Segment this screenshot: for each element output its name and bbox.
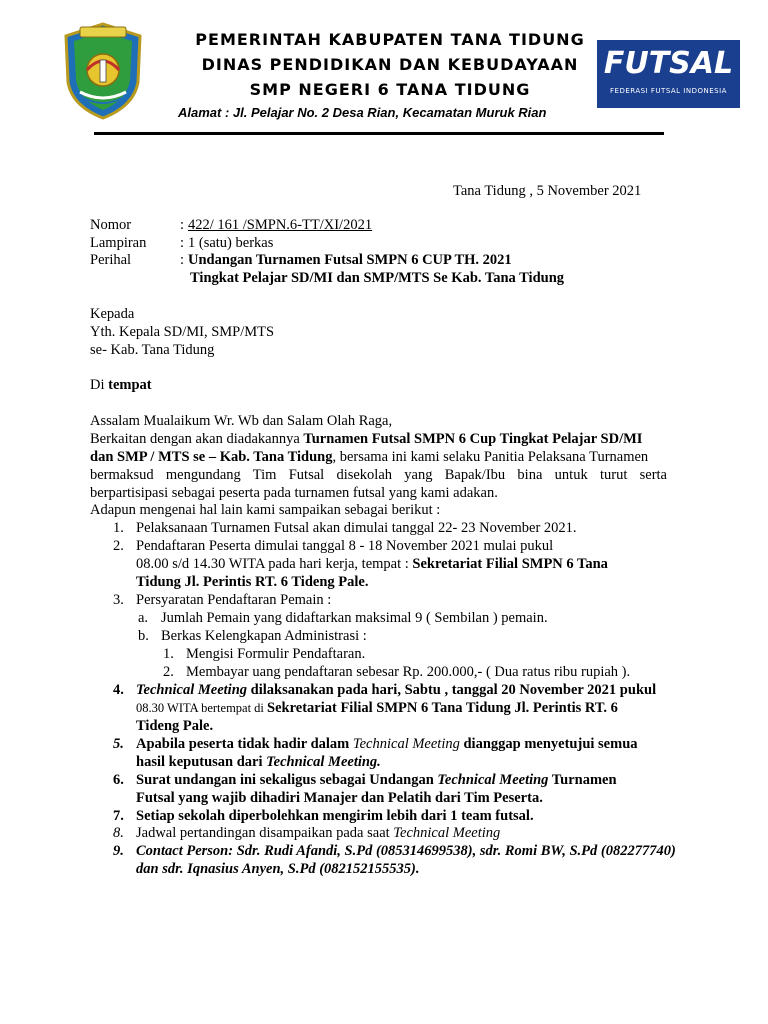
item-7-number: 7. [113, 808, 124, 824]
regency-logo [62, 22, 144, 120]
paragraph-1-pre: Berkaitan dengan akan diadakannya [90, 431, 304, 447]
recipient-tempat: tempat [108, 377, 152, 393]
letter-date: Tana Tidung , 5 November 2021 [453, 183, 642, 199]
item-3b1-number: 1. [163, 646, 174, 662]
header-divider [94, 132, 664, 135]
header-line-2: DINAS PENDIDIKAN DAN KEBUDAYAAN [201, 55, 579, 74]
paragraph-1-line-1 [90, 431, 642, 448]
paragraph-1-line-4: berpartisipasi sebagai peserta pada turnamen futsal yang kami adakan. [90, 485, 498, 501]
item-2-text-line-2 [136, 556, 608, 573]
item-8-pre: Jadwal pertandingan disampaikan pada saat [136, 825, 394, 841]
futsal-logo-subtitle: FEDERASI FUTSAL INDONESIA [610, 87, 727, 95]
recipient-di: Di [90, 377, 109, 393]
item-2-bold: Sekretariat Filial SMPN 6 Tana [412, 556, 608, 572]
perihal-label: Perihal [90, 252, 132, 268]
item-4-number: 4. [113, 682, 124, 698]
nomor-colon: : [180, 217, 185, 233]
perihal-colon: : [180, 252, 185, 268]
item-6-italic: Technical Meeting [437, 772, 549, 788]
paragraph-1-line-2 [90, 449, 648, 466]
item-4-bold: dilaksanakan pada hari, Sabtu , tanggal 20 November 2021 pukul [247, 682, 657, 698]
item-8-text [136, 825, 500, 842]
header-address: Alamat : Jl. Pelajar No. 2 Desa Rian, Kecamatan Muruk Rian [178, 105, 547, 120]
item-4-text-line-1 [136, 682, 656, 699]
item-6-post: Turnamen [548, 772, 617, 788]
item-8-number: 8. [113, 825, 124, 841]
regency-shield-emblem-icon [62, 22, 144, 120]
item-4-text-line-2 [136, 700, 618, 717]
greeting: Assalam Mualaikum Wr. Wb dan Salam Olah Raga, [90, 413, 393, 429]
item-1-text: Pelaksanaan Turnamen Futsal akan dimulai tanggal 22- 23 November 2021. [136, 520, 577, 536]
item-3b2-text: Membayar uang pendaftaran sebesar Rp. 200.000,- ( Dua ratus ribu rupiah ). [186, 664, 631, 680]
item-5-text-line-1 [136, 736, 638, 753]
item-4-italic: Technical Meeting [136, 682, 248, 698]
lampiran-value: 1 (satu) berkas [188, 235, 274, 251]
paragraph-1-line-3: bermaksud mengundang Tim Futsal disekolah yang Bapak/Ibu bina untuk turut serta [90, 467, 667, 483]
recipient-line-1: Yth. Kepala SD/MI, SMP/MTS [90, 324, 275, 340]
item-6-number: 6. [113, 772, 124, 788]
item-5b-pre: hasil keputusan dari [136, 754, 267, 770]
item-6-text-line-1 [136, 772, 617, 789]
item-6-text-line-2: Futsal yang wajib dihadiri Manajer dan Pelatih dari Tim Peserta. [136, 790, 543, 806]
item-8-italic: Technical Meeting [393, 825, 501, 841]
header-line-1: PEMERINTAH KABUPATEN TANA TIDUNG [195, 30, 585, 49]
item-7-text: Setiap sekolah diperbolehkan mengirim lebih dari 1 team futsal. [136, 808, 534, 824]
item-5-text-line-2 [136, 754, 381, 771]
futsal-logo [597, 40, 740, 108]
paragraph-2: Adapun mengenai hal lain kami sampaikan sebagai berikut : [90, 502, 441, 518]
item-6-pre: Surat undangan ini sekaligus sebagai Undangan [136, 772, 438, 788]
paragraph-1-bold-2: dan SMP / MTS se – Kab. Tana Tidung [90, 449, 333, 465]
item-5-number: 5. [113, 736, 124, 752]
item-1-number: 1. [113, 520, 124, 536]
item-9-text-line-1: Contact Person: Sdr. Rudi Afandi, S.Pd (085314699538), sdr. Romi BW, S.Pd (082277740) [136, 843, 676, 859]
item-5-italic: Technical Meeting [352, 736, 460, 752]
item-4-text-line-3: Tideng Pale. [136, 718, 214, 734]
item-2-number: 2. [113, 538, 124, 554]
item-9-number: 9. [113, 843, 124, 859]
item-5b-italic: Technical Meeting. [266, 754, 381, 770]
item-3a-text: Jumlah Pemain yang didaftarkan maksimal 9 ( Sembilan ) pemain. [161, 610, 548, 626]
futsal-logo-word: FUTSAL [603, 46, 734, 81]
nomor-label: Nomor [90, 217, 132, 233]
item-3-text: Persyaratan Pendaftaran Pemain : [136, 592, 332, 608]
item-3a-letter: a. [138, 610, 149, 626]
lampiran-colon: : [180, 235, 185, 251]
header-line-3: SMP NEGERI 6 TANA TIDUNG [249, 80, 531, 99]
item-9-text-line-2: dan sdr. Iqnasius Anyen, S.Pd (082152155535). [136, 861, 420, 877]
item-2-text-line-3: Tidung Jl. Perintis RT. 6 Tideng Pale. [136, 574, 369, 590]
perihal-line-1: Undangan Turnamen Futsal SMPN 6 CUP TH. 2021 [188, 252, 512, 268]
recipient-kepada: Kepada [90, 306, 135, 322]
item-5-post: dianggap menyetujui semua [459, 736, 638, 752]
item-5-pre: Apabila peserta tidak hadir dalam [136, 736, 353, 752]
nomor-value: 422/ 161 /SMPN.6-TT/XI/2021 [188, 217, 373, 233]
item-3-number: 3. [113, 592, 124, 608]
item-3b-letter: b. [138, 628, 149, 644]
item-3b1-text: Mengisi Formulir Pendaftaran. [186, 646, 366, 662]
item-4-pre: 08.30 WITA bertempat di [136, 701, 268, 715]
recipient-place [90, 377, 152, 394]
item-2-text-line-1: Pendaftaran Peserta dimulai tanggal 8 - 18 November 2021 mulai pukul [136, 538, 554, 554]
lampiran-label: Lampiran [90, 235, 147, 251]
paragraph-1-bold-1: Turnamen Futsal SMPN 6 Cup Tingkat Pelajar SD/MI [303, 431, 643, 447]
item-2-pre: 08.00 s/d 14.30 WITA pada hari kerja, tempat : [136, 556, 413, 572]
item-4-bold-2: Sekretariat Filial SMPN 6 Tana Tidung Jl. Perintis RT. 6 [267, 700, 618, 716]
recipient-line-2: se- Kab. Tana Tidung [90, 342, 215, 358]
item-3b2-number: 2. [163, 664, 174, 680]
perihal-line-2: Tingkat Pelajar SD/MI dan SMP/MTS Se Kab. Tana Tidung [190, 270, 565, 286]
item-3b-text: Berkas Kelengkapan Administrasi : [161, 628, 367, 644]
paragraph-1-post: , bersama ini kami selaku Panitia Pelaksana Turnamen [332, 449, 649, 465]
